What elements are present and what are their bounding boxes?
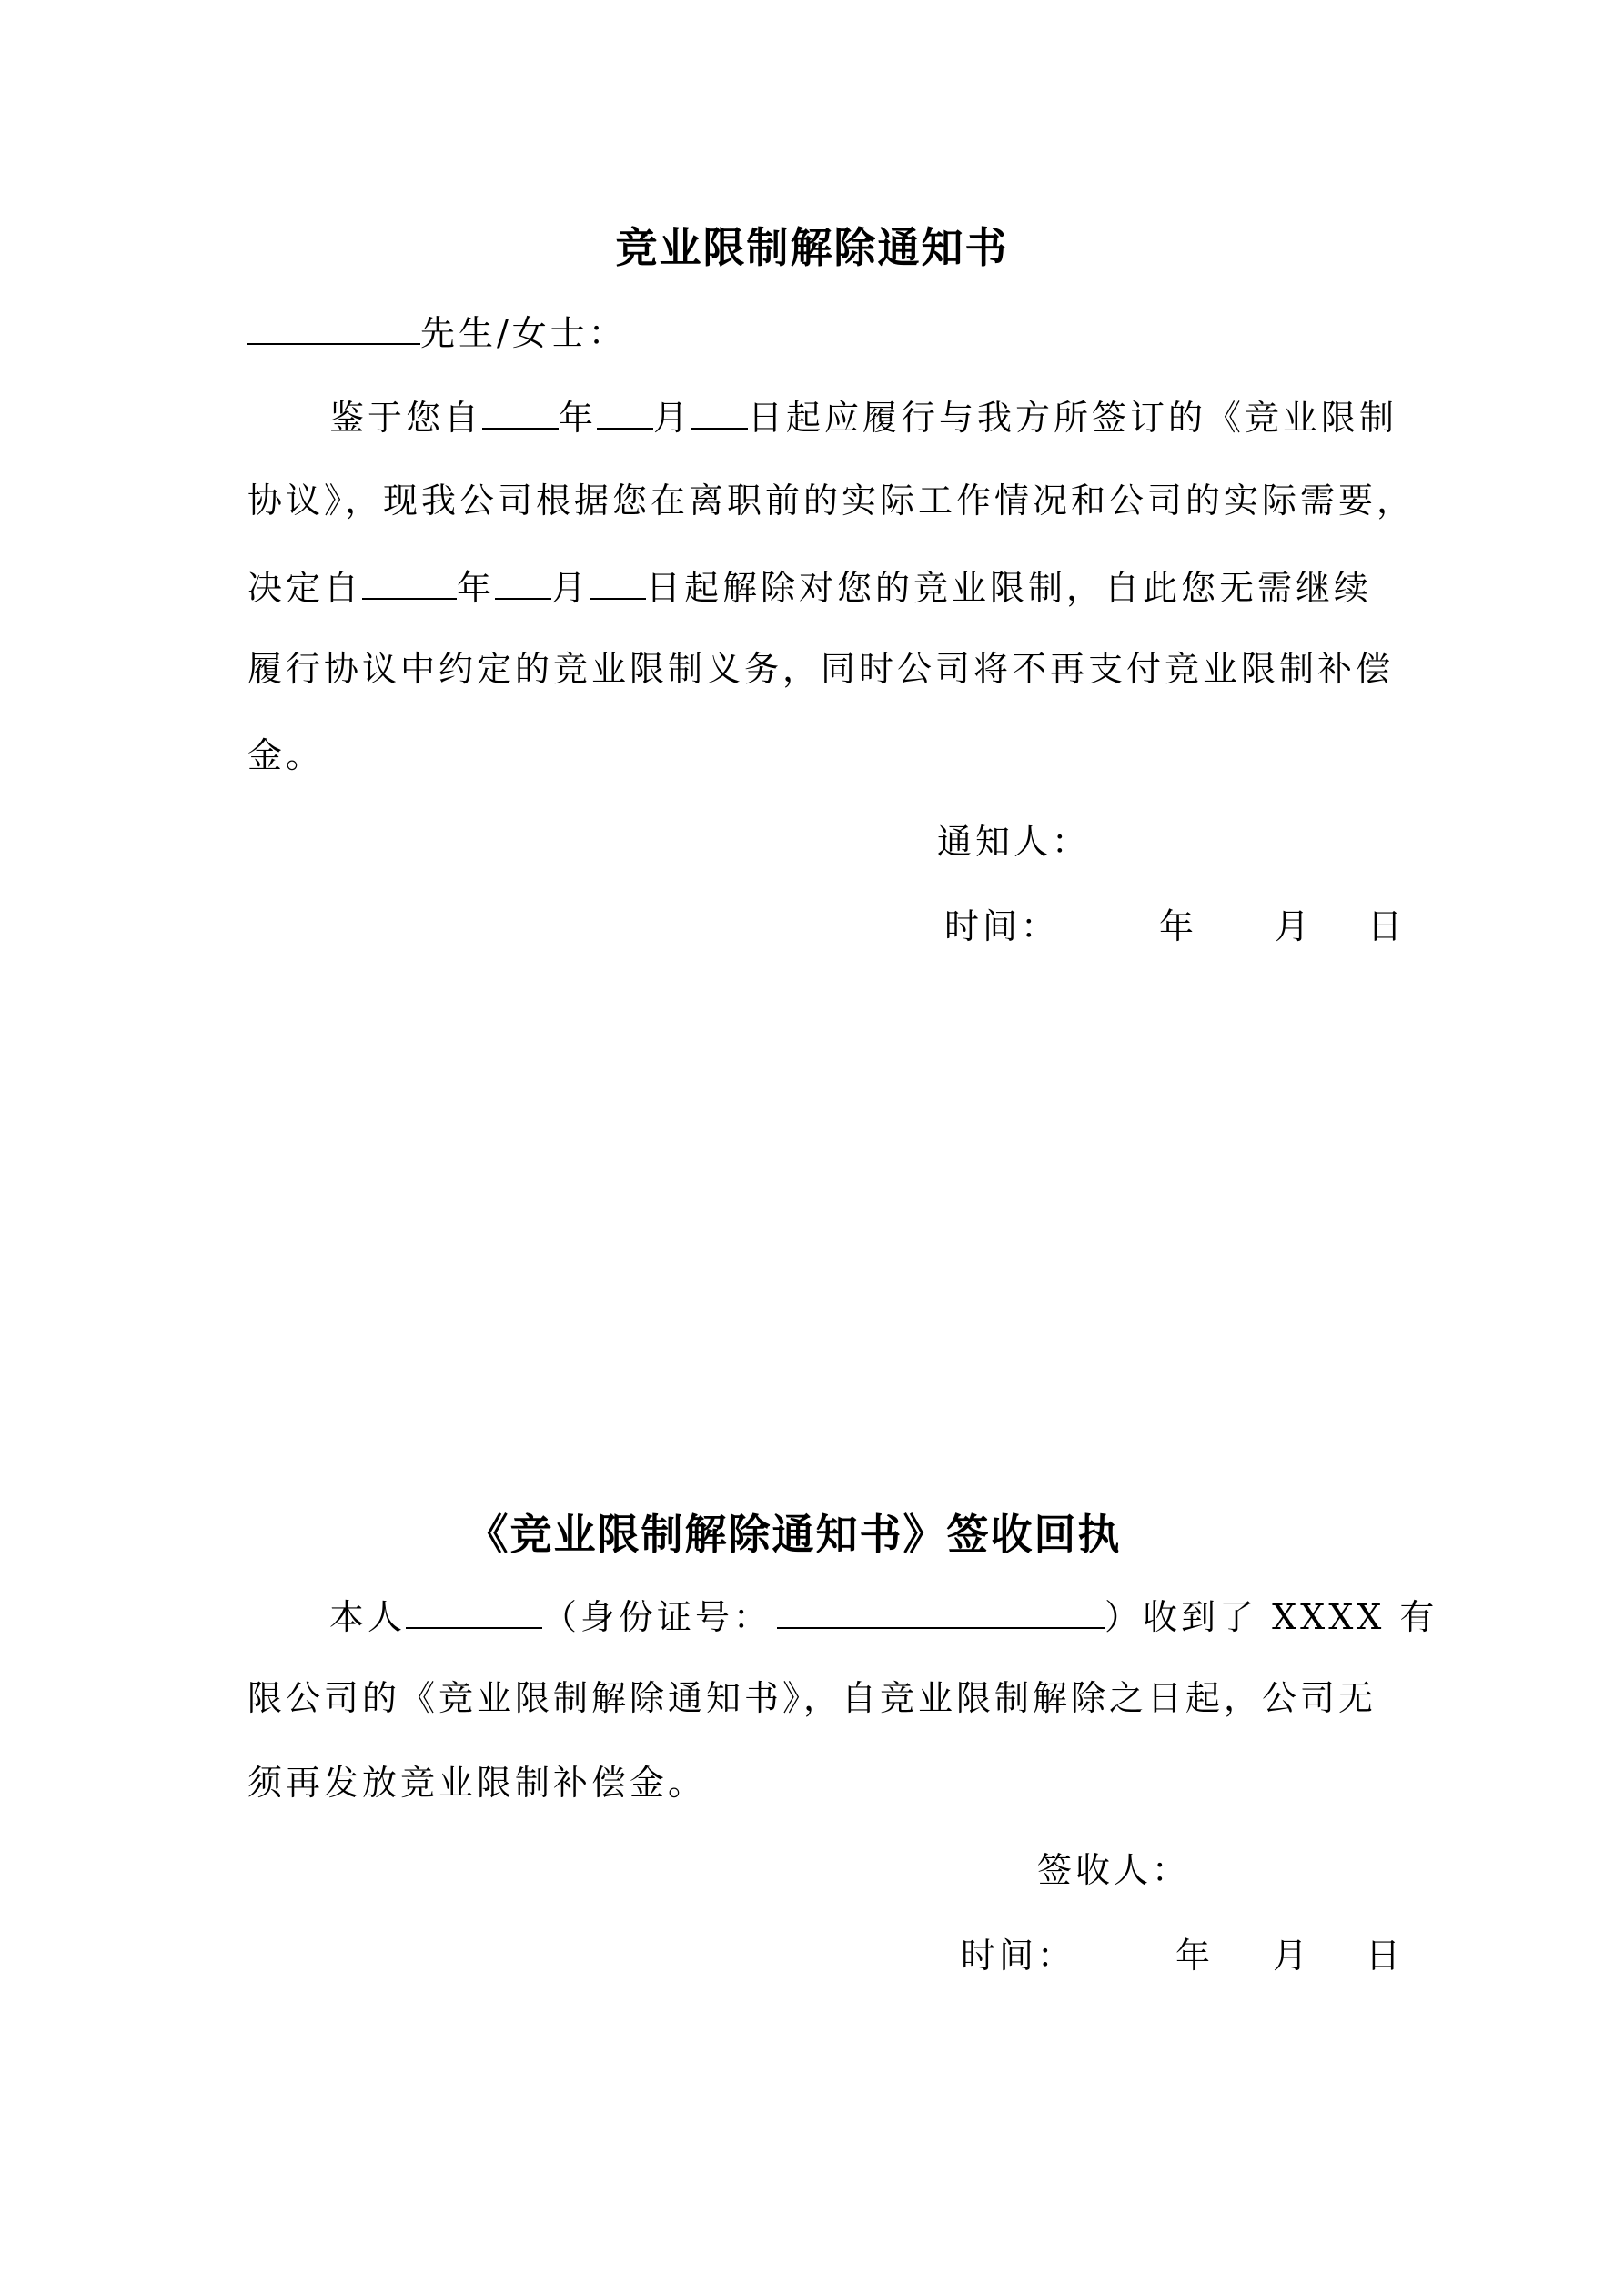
day-blank — [691, 391, 748, 430]
text: 日起解除对您的竞业限制，自此您无需继续 — [646, 568, 1373, 608]
text: 决定自 — [247, 568, 363, 608]
text: 年 — [559, 398, 598, 438]
year-blank — [362, 561, 457, 600]
receipt-line-2: 限公司的《竞业限制解除通知书》，自竞业限制解除之日起，公司无 — [247, 1678, 1377, 1718]
name-blank — [406, 1591, 542, 1629]
text: 年 — [457, 568, 496, 608]
notifier-label: 通知人： — [937, 822, 1091, 862]
text: （身份证号： — [542, 1597, 772, 1637]
month-blank — [597, 391, 653, 430]
day-label: 日 — [1366, 1936, 1405, 1976]
text: 日起应履行与我方所签订的《竞业限制 — [748, 398, 1398, 438]
id-number-blank — [777, 1591, 1105, 1629]
time-label: 时间： — [961, 1936, 1076, 1976]
day-label: 日 — [1367, 906, 1407, 946]
year-label: 年 — [1175, 1936, 1215, 1976]
notice-date — [944, 904, 1406, 949]
salutation — [247, 307, 1394, 356]
text: 本人 — [329, 1597, 407, 1637]
receipt-line-3: 须再发放竞业限制补偿金。 — [247, 1763, 707, 1803]
text: 鉴于您自 — [329, 398, 483, 438]
day-blank — [590, 561, 646, 600]
time-label: 时间： — [944, 906, 1060, 946]
receipt-line-1 — [329, 1591, 1476, 1640]
year-label: 年 — [1159, 906, 1198, 946]
name-blank — [247, 307, 420, 345]
receipt-title: 《竞业限制解除通知书》签收回执 — [466, 1510, 1122, 1559]
month-label: 月 — [1275, 906, 1314, 946]
notice-line-1 — [329, 391, 1476, 440]
receipt-date — [961, 1933, 1404, 1978]
month-blank — [495, 561, 551, 600]
signer-label: 签收人： — [1037, 1850, 1191, 1890]
notice-line-4: 履行协议中约定的竞业限制义务，同时公司将不再支付竞业限制补偿 — [247, 649, 1395, 689]
notice-title: 竞业限制解除通知书 — [615, 223, 1009, 272]
year-blank — [482, 391, 559, 430]
text: 月 — [653, 398, 692, 438]
salutation-text: 先生/女士： — [420, 313, 627, 353]
month-label: 月 — [1273, 1936, 1312, 1976]
notice-line-2: 协议》，现我公司根据您在离职前的实际工作情况和公司的实际需要， — [247, 480, 1416, 521]
text: 月 — [551, 568, 590, 608]
notice-line-3 — [247, 561, 1394, 611]
notice-line-5: 金。 — [247, 735, 325, 775]
text: ）收到了 XXXX 有 — [1105, 1597, 1438, 1637]
